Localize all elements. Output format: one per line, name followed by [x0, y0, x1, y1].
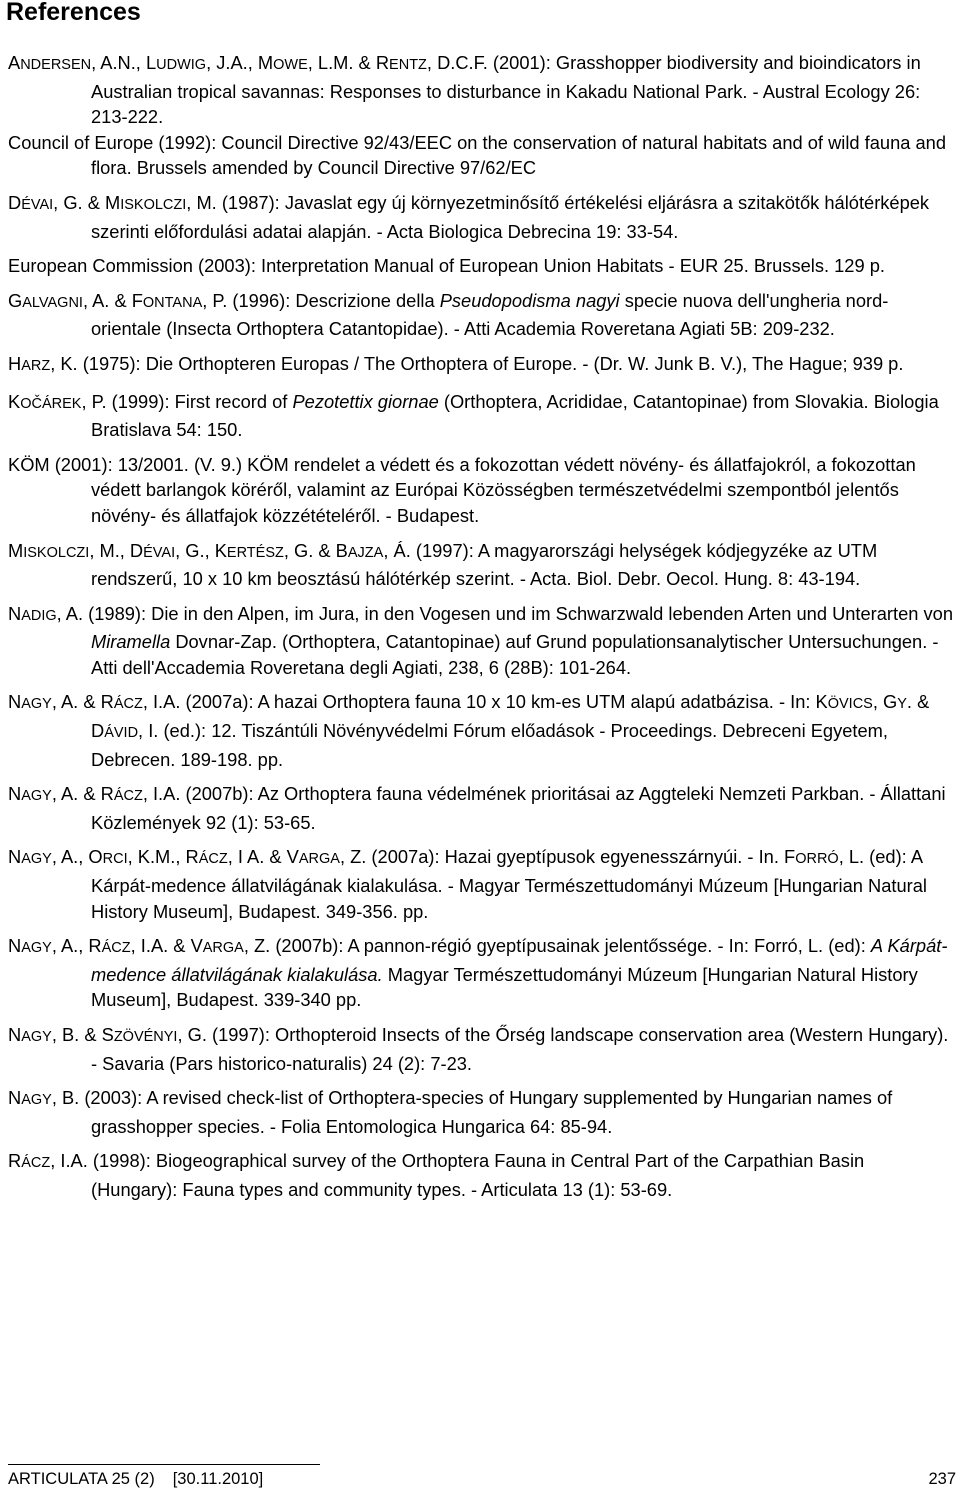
author-name-smallcaps: ADIG: [21, 607, 57, 624]
author-name-smallcaps: AGY: [21, 788, 52, 805]
page-number: 237: [928, 1470, 956, 1488]
reference-entry: [8, 452, 954, 529]
reference-text: , I.A. (2007a): A hazai Orthoptera fauna 10 x 10 km-es UTM alapú adatbázisa. - In: K: [142, 691, 828, 713]
reference-text: (Orthoptera, Acrididae, Catantopinae) from Slovakia. Biologia Bratislava 54: 150.: [91, 390, 939, 441]
reference-text: , A. & F: [82, 289, 143, 311]
reference-text: , Z. (2007b): A pannon-régió gyeptípusainak jelentőssége. - In: Forró, L. (ed):: [243, 935, 871, 957]
reference-text: N: [8, 602, 22, 624]
references-heading: References: [6, 0, 141, 26]
reference-entry: [8, 601, 954, 681]
reference-text: Dovnar-Zap. (Orthoptera, Catantopinae) auf Grund populationsanalytischer Untersuchungen. - Atti dell'Accademia Roveretana degli Agiati, 238, 6 (28B): 101-264.: [91, 631, 939, 678]
reference-text: , L.M. & R: [307, 52, 390, 73]
reference-text: N: [8, 1024, 22, 1045]
reference-text: H: [8, 352, 22, 374]
reference-text: , A. & R: [51, 783, 114, 805]
reference-text: N: [8, 1087, 22, 1109]
author-name-smallcaps: ÉVAI: [21, 196, 54, 213]
reference-entry: [8, 1085, 954, 1139]
issue-date: [30.11.2010]: [172, 1470, 264, 1488]
reference-text: , G. (1997): Orthopteroid Insects of the Őrség landscape conservation area (Western Hungary). - Savaria (Pars historico-naturalis) 24 (2): 7-23.: [91, 1024, 949, 1074]
reference-text: , K. (1975): Die Orthopteren Europas / The Orthoptera of Europe. - (Dr. W. Junk B. V.), The Hague; 939 p.: [50, 352, 904, 374]
reference-text: , I.A. (1998): Biogeographical survey of the Orthoptera Fauna in Central Part of the Carpathian Basin (Hungary): Fauna types and community types. - Articulata 13 (1): 53-69.: [50, 1150, 865, 1200]
reference-entry: [8, 844, 954, 924]
italic-taxon: Pezotettix giornae: [292, 390, 439, 412]
reference-text: , Z. (2007a): Hazai gyeptípusok egyenesszárnyúi. - In. F: [339, 846, 796, 868]
author-name-smallcaps: ÉVAI: [143, 544, 176, 561]
reference-text: . & D: [91, 691, 930, 742]
reference-text: N: [8, 691, 22, 713]
reference-text: N: [8, 935, 22, 957]
reference-entry: [8, 50, 954, 130]
reference-text: , B. & S: [51, 1024, 114, 1045]
reference-text: , G. & B: [283, 539, 348, 561]
reference-text: , D.C.F. (2001): Grasshopper biodiversity and bioindicators in Australian tropical savannas: Responses to disturbance in Kakadu National Park. - Austral Ecology 26: 213-222.: [91, 52, 921, 128]
reference-entry: [8, 130, 954, 181]
author-name-smallcaps: ÁCZ: [113, 788, 143, 805]
reference-entry: [8, 538, 954, 592]
reference-text: , A.N., L: [91, 52, 157, 73]
author-name-smallcaps: RCI: [102, 851, 128, 868]
reference-text: , G: [872, 691, 898, 713]
author-name-smallcaps: ERTÉSZ: [226, 544, 284, 561]
reference-entry: [8, 1022, 954, 1076]
reference-list: [8, 50, 954, 1203]
reference-text: , A. (1989): Die in den Alpen, im Jura, in den Vogesen und im Schwarzwald lebenden Arten und Unterarten von: [56, 602, 953, 624]
reference-text: M: [8, 539, 24, 561]
author-name-smallcaps: AJZA: [347, 544, 384, 561]
reference-text: , Á. (1997): A magyarországi helységek kódjegyzéke az UTM rendszerű, 10 x 10 km beosztású hálótérkép szerint. - Acta. Biol. Debr. Oecol. Hung. 8: 43-194.: [91, 539, 878, 590]
author-name-smallcaps: ÖVICS: [827, 696, 873, 713]
reference-text: D: [8, 191, 22, 213]
reference-text: A: [8, 52, 21, 73]
reference-text: N: [8, 846, 22, 868]
reference-text: , B. (2003): A revised check-list of Orthoptera-species of Hungary supplemented by Hungarian names of grasshopper species. - Folia Entomologica Hungarica 64: 85-94.: [51, 1087, 893, 1137]
reference-text: , I. (ed.): 12. Tiszántúli Növényvédelmi Fórum előadások - Proceedings. Debreceni Egyetem, Debrecen. 189-198. pp.: [91, 720, 888, 770]
journal-name: ARTICULATA 25 (2): [8, 1470, 155, 1488]
reference-text: , P. (1996): Descrizione della: [202, 289, 440, 311]
reference-text: , A., R: [51, 935, 102, 957]
reference-text: , P. (1999): First record of: [81, 390, 293, 412]
reference-text: , G., K: [175, 539, 227, 561]
author-name-smallcaps: ÁCZ: [113, 696, 143, 713]
author-name-smallcaps: AGY: [21, 1092, 52, 1109]
author-name-smallcaps: NDERSEN: [20, 57, 92, 73]
reference-text: , I A. & V: [227, 846, 299, 868]
author-name-smallcaps: OČÁREK: [20, 395, 82, 412]
author-name-smallcaps: UDWIG: [156, 57, 207, 73]
reference-text: N: [8, 783, 22, 805]
author-name-smallcaps: ORRÓ: [795, 851, 839, 868]
author-name-smallcaps: ÁCZ: [21, 1155, 51, 1172]
reference-text: , G. & M: [53, 191, 121, 213]
author-name-smallcaps: AGY: [21, 851, 52, 868]
author-name-smallcaps: ARGA: [202, 940, 244, 957]
reference-entry: [8, 389, 954, 443]
reference-text: , J.A., M: [206, 52, 274, 73]
reference-text: Council of Europe (1992): Council Directive 92/43/EEC on the conservation of natural habitats and of wild fauna and flora. Brussels amended by Council Directive 97/62/EC: [8, 131, 946, 179]
author-name-smallcaps: ALVAGNI: [22, 294, 83, 311]
reference-text: G: [8, 289, 23, 311]
reference-text: , M., D: [89, 539, 144, 561]
reference-text: , K.M., R: [127, 846, 199, 868]
author-name-smallcaps: ZÖVÉNYI: [113, 1029, 178, 1045]
author-name-smallcaps: ARGA: [298, 851, 340, 868]
reference-text: , A., O: [51, 846, 103, 868]
author-name-smallcaps: ISKOLCZI: [23, 544, 90, 561]
author-name-smallcaps: ÁCZ: [198, 851, 228, 868]
author-name-smallcaps: AGY: [21, 940, 52, 957]
reference-text: , A. & R: [51, 691, 114, 713]
reference-entry: [8, 781, 954, 835]
reference-text: KÖM (2001): 13/2001. (V. 9.) KÖM rendelet a védett és a fokozottan védett növény- és állatfajokról, a fokozottan védett barlangok köréről, valamint az Európai Közösségben természetvédelmi szempontból jelentős növény- és állatfajok közzétételéről. - Budapest.: [8, 453, 916, 526]
reference-entry: [8, 190, 954, 244]
reference-text: , I.A. & V: [130, 935, 203, 957]
italic-taxon: A Kárpát-medence állatvilágának kialakulása.: [91, 935, 948, 985]
author-name-smallcaps: AGY: [21, 1029, 52, 1045]
reference-entry: [8, 933, 954, 1013]
reference-text: , I.A. (2007b): Az Orthoptera fauna védelmének prioritásai az Aggteleki Nemzeti Parkban. - Állattani Közlemények 92 (1): 53-65.: [91, 783, 946, 833]
page-footer: [8, 1470, 956, 1489]
reference-entry: [8, 351, 954, 380]
footer-rule: [8, 1464, 320, 1465]
italic-taxon: Pseudopodisma nagyi: [439, 289, 620, 311]
author-name-smallcaps: ISKOLCZI: [120, 196, 187, 213]
reference-entry: [8, 1148, 954, 1202]
reference-text: , M. (1987): Javaslat egy új környezetminősítő értékelési eljárásra a szitakötők hálótérképek szerinti előfordulási adatai alapján. - Acta Biologica Debrecina 19: 33-54.: [91, 191, 930, 242]
author-name-smallcaps: Y: [897, 696, 907, 713]
reference-text: European Commission (2003): Interpretation Manual of European Union Habitats - EUR 25. Brussels. 129 p.: [8, 255, 885, 277]
reference-text: specie nuova dell'ungheria nord-orientale (Insecta Orthoptera Catantopidae). - Atti Academia Roveretana Agiati 5B: 209-232.: [91, 289, 889, 340]
italic-taxon: Miramella: [91, 631, 171, 653]
reference-entry: [8, 288, 954, 342]
reference-text: K: [8, 390, 21, 412]
author-name-smallcaps: AGY: [21, 696, 52, 713]
author-name-smallcaps: ENTZ: [389, 57, 427, 73]
author-name-smallcaps: ONTANA: [142, 294, 203, 311]
author-name-smallcaps: ARZ: [21, 357, 51, 374]
reference-text: Magyar Természettudományi Múzeum [Hungarian Natural History Museum], Budapest. 339-340 pp.: [91, 963, 918, 1011]
reference-entry: [8, 689, 954, 772]
reference-text: R: [8, 1150, 22, 1172]
author-name-smallcaps: ÁCZ: [101, 940, 131, 957]
reference-entry: [8, 253, 954, 279]
author-name-smallcaps: ÁVID: [104, 725, 139, 742]
author-name-smallcaps: OWE: [273, 57, 308, 73]
reference-text: , L. (ed): A Kárpát-medence állatvilágának kialakulása. - Magyar Természettudományi Múzeum [Hungarian Natural History Museum], Budapest. 349-356. pp.: [91, 846, 927, 922]
